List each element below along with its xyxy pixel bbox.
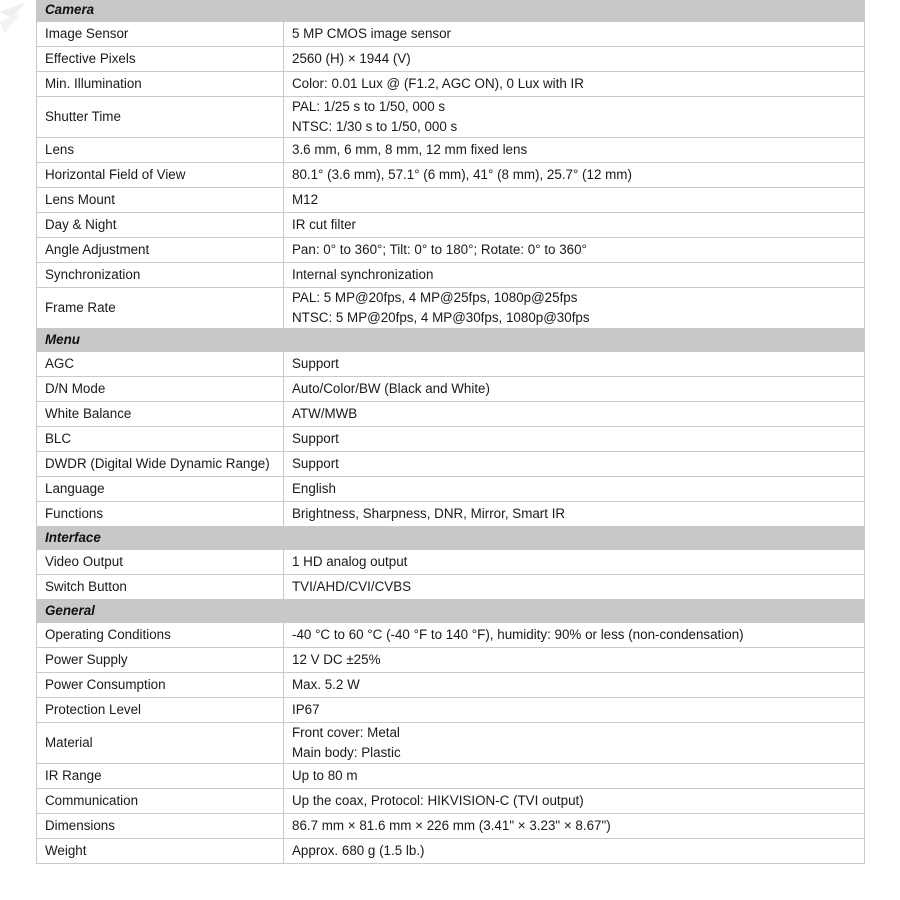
spec-value: NTSC: 1/30 s to 1/50, 000 s [292,119,458,134]
spec-value: ATW/MWB [292,406,358,421]
spec-value: English [292,481,336,496]
spec-value: Front cover: Metal [292,725,400,740]
section-header-menu [37,329,865,352]
spec-row [37,238,865,263]
spec-value: -40 °C to 60 °C (-40 °F to 140 °F), humidity: 90% or less (non-condensation) [292,627,744,642]
spec-row [37,47,865,72]
spec-row [37,502,865,527]
spec-value: 80.1° (3.6 mm), 57.1° (6 mm), 41° (8 mm), 25.7° (12 mm) [292,167,632,182]
spec-label: BLC [37,427,284,452]
section-title: Menu [37,329,865,352]
spec-value: 5 MP CMOS image sensor [292,26,452,41]
spec-value: Main body: Plastic [292,745,401,760]
spec-value-cell [284,648,865,673]
spec-value: 3.6 mm, 6 mm, 8 mm, 12 mm fixed lens [292,142,528,157]
spec-row [37,452,865,477]
corner-decoration [0,0,30,40]
spec-value-cell [284,623,865,648]
spec-label: Min. Illumination [37,72,284,97]
spec-row [37,263,865,288]
spec-label: Lens Mount [37,188,284,213]
spec-value-cell [284,188,865,213]
spec-row [37,648,865,673]
spec-value-cell [284,352,865,377]
spec-value-cell [284,502,865,527]
spec-label: AGC [37,352,284,377]
spec-value: Internal synchronization [292,267,434,282]
spec-row [37,22,865,47]
spec-value-cell [284,789,865,814]
spec-value: Approx. 680 g (1.5 lb.) [292,843,425,858]
spec-row [37,764,865,789]
spec-label: Language [37,477,284,502]
spec-value-cell [284,673,865,698]
spec-value: Up the coax, Protocol: HIKVISION-C (TVI output) [292,793,584,808]
spec-value-cell [284,138,865,163]
spec-label: Functions [37,502,284,527]
spec-value-cell [284,452,865,477]
spec-row [37,213,865,238]
spec-row [37,163,865,188]
section-header-camera [37,0,865,22]
spec-row [37,138,865,163]
spec-sheet [36,0,864,864]
spec-label: Video Output [37,550,284,575]
spec-table-body [37,0,865,864]
spec-label: Communication [37,789,284,814]
spec-value: Brightness, Sharpness, DNR, Mirror, Smart IR [292,506,566,521]
spec-row [37,72,865,97]
spec-label: DWDR (Digital Wide Dynamic Range) [37,452,284,477]
spec-label: D/N Mode [37,377,284,402]
spec-value-cell [284,723,865,764]
spec-value: Up to 80 m [292,768,358,783]
spec-label: Day & Night [37,213,284,238]
spec-label: Shutter Time [37,97,284,138]
spec-value-cell [284,213,865,238]
spec-row [37,402,865,427]
spec-row [37,477,865,502]
spec-row [37,723,865,764]
spec-row [37,789,865,814]
spec-value-cell [284,575,865,600]
spec-value: Support [292,431,339,446]
section-title: General [37,600,865,623]
section-title: Interface [37,527,865,550]
spec-label: Operating Conditions [37,623,284,648]
spec-value: IR cut filter [292,217,356,232]
spec-row [37,352,865,377]
spec-value-cell [284,698,865,723]
spec-value-cell [284,163,865,188]
spec-row [37,550,865,575]
spec-value-cell [284,427,865,452]
spec-value-cell [284,814,865,839]
spec-row [37,97,865,138]
spec-value: Pan: 0° to 360°; Tilt: 0° to 180°; Rotate: 0° to 360° [292,242,587,257]
spec-value-cell [284,288,865,329]
spec-value: 86.7 mm × 81.6 mm × 226 mm (3.41" × 3.23" × 8.67") [292,818,611,833]
spec-label: Frame Rate [37,288,284,329]
spec-row [37,623,865,648]
section-header-general [37,600,865,623]
spec-label: Angle Adjustment [37,238,284,263]
spec-row [37,288,865,329]
spec-row [37,188,865,213]
spec-value: Support [292,456,339,471]
spec-value-cell [284,550,865,575]
spec-value-cell [284,97,865,138]
spec-value: PAL: 5 MP@20fps, 4 MP@25fps, 1080p@25fps [292,290,578,305]
spec-label: Horizontal Field of View [37,163,284,188]
spec-label: Effective Pixels [37,47,284,72]
spec-row [37,814,865,839]
spec-value: NTSC: 5 MP@20fps, 4 MP@30fps, 1080p@30fps [292,310,590,325]
spec-value: Color: 0.01 Lux @ (F1.2, AGC ON), 0 Lux with IR [292,76,584,91]
spec-row [37,575,865,600]
spec-value-cell [284,839,865,864]
spec-label: Weight [37,839,284,864]
spec-value: 12 V DC ±25% [292,652,381,667]
spec-row [37,427,865,452]
spec-value-cell [284,238,865,263]
spec-value: 2560 (H) × 1944 (V) [292,51,411,66]
section-header-interface [37,527,865,550]
spec-value: PAL: 1/25 s to 1/50, 000 s [292,99,446,114]
spec-label: Material [37,723,284,764]
spec-value-cell [284,72,865,97]
spec-value: M12 [292,192,319,207]
spec-value: 1 HD analog output [292,554,408,569]
spec-row [37,673,865,698]
section-title: Camera [37,0,865,22]
spec-label: Dimensions [37,814,284,839]
spec-label: Lens [37,138,284,163]
spec-value-cell [284,263,865,288]
spec-label: Power Supply [37,648,284,673]
spec-label: Synchronization [37,263,284,288]
spec-table [36,0,865,864]
spec-value-cell [284,377,865,402]
spec-value: Max. 5.2 W [292,677,360,692]
spec-value-cell [284,477,865,502]
spec-label: Protection Level [37,698,284,723]
spec-row [37,839,865,864]
spec-value-cell [284,402,865,427]
spec-value-cell [284,22,865,47]
spec-label: Image Sensor [37,22,284,47]
spec-value: Support [292,356,339,371]
spec-value: IP67 [292,702,320,717]
spec-row [37,377,865,402]
spec-value: TVI/AHD/CVI/CVBS [292,579,412,594]
spec-label: White Balance [37,402,284,427]
spec-row [37,698,865,723]
spec-value-cell [284,764,865,789]
spec-label: Power Consumption [37,673,284,698]
spec-value: Auto/Color/BW (Black and White) [292,381,490,396]
spec-label: Switch Button [37,575,284,600]
spec-value-cell [284,47,865,72]
spec-label: IR Range [37,764,284,789]
